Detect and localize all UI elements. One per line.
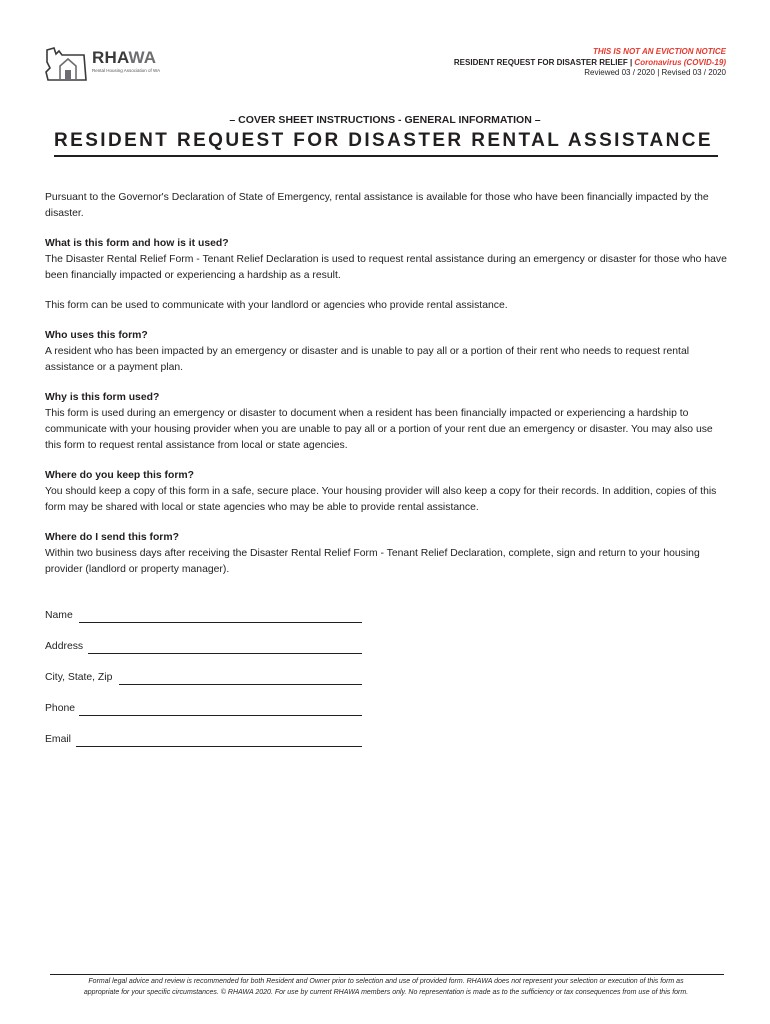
- phone-field: [45, 703, 375, 734]
- section-who: [45, 328, 729, 376]
- intro-paragraph: Pursuant to the Governor's Declaration of State of Emergency, rental assistance is available for those who have been financially impacted by the disaster.: [45, 192, 709, 219]
- section-answer: The Disaster Rental Relief Form - Tenant Relief Declaration is used to request rental assistance during an emergency or disaster for those who have been financially impacted or experiencing a hardship as a result.: [45, 254, 727, 281]
- section-answer: A resident who has been impacted by an emergency or disaster and is unable to pay all or a portion of their rent who needs to request rental assistance or a payment plan.: [45, 346, 690, 373]
- section-question: Why is this form used?: [45, 392, 160, 403]
- section-answer: Within two business days after receiving the Disaster Rental Relief Form - Tenant Relief Declaration, complete, sign and return to your housing provider (landlord or property manager).: [45, 548, 700, 575]
- title-underline: [54, 155, 718, 157]
- field-label: Name: [45, 610, 73, 621]
- city-state-zip-input-line[interactable]: [119, 684, 362, 685]
- eviction-notice-disclaimer: THIS IS NOT AN EVICTION NOTICE: [592, 47, 726, 56]
- revision-separator: |: [657, 68, 660, 77]
- legal-disclaimer: [44, 977, 728, 998]
- email-field: [45, 734, 375, 765]
- disclaimer-line-2: appropriate for your specific circumstances. © RHAWA 2020. For use by current RHAWA members only. No representation is made as to the sufficiency or tax consequences from use of this form.: [83, 988, 689, 996]
- footer-divider: [50, 974, 724, 975]
- section-answer: You should keep a copy of this form in a safe, secure place. Your housing provider will also keep a copy for their records. In addition, copies of this form may be shared with local or state agencies who may be able to provide rental assistance.: [45, 486, 717, 513]
- reviewed-date: Reviewed 03 / 2020: [584, 68, 655, 77]
- logo-brand-accent: WA: [128, 48, 157, 67]
- rhawa-logo: [44, 46, 184, 82]
- section-question: Who uses this form?: [45, 330, 148, 341]
- section-keep: [45, 468, 729, 516]
- revision-line: [454, 68, 726, 79]
- disclaimer-line-1: Formal legal advice and review is recommended for both Resident and Owner prior to selection and use of provided form. RHAWA does not represent your selection or execution of this form as: [88, 978, 684, 985]
- name-input-line[interactable]: [79, 622, 362, 623]
- field-label: Email: [45, 734, 71, 745]
- address-field: [45, 641, 375, 672]
- document-header: [454, 47, 726, 79]
- section-question: Where do I send this form?: [45, 532, 179, 543]
- name-field: [45, 610, 375, 641]
- section-communicate: [45, 298, 729, 314]
- section-what: [45, 236, 729, 284]
- field-label: City, State, Zip: [45, 672, 113, 683]
- cover-heading: – COVER SHEET INSTRUCTIONS - GENERAL INFORMATION –: [229, 114, 541, 126]
- washington-state-icon: [44, 46, 90, 82]
- address-input-line[interactable]: [88, 653, 362, 654]
- section-answer: This form can be used to communicate with your landlord or agencies who provide rental assistance.: [45, 300, 508, 311]
- header-form-title-line: [454, 58, 726, 69]
- logo-brand-main: RHA: [92, 48, 129, 67]
- revised-date: Revised 03 / 2020: [661, 68, 726, 77]
- section-send: [45, 530, 729, 578]
- covid-label: Coronavirus (COVID-19): [634, 57, 726, 67]
- header-separator: |: [629, 57, 633, 67]
- field-label: Address: [45, 641, 84, 652]
- instructions-body: [45, 190, 729, 592]
- contact-fields: [45, 610, 375, 765]
- section-question: Where do you keep this form?: [45, 470, 194, 481]
- page-title: RESIDENT REQUEST FOR DISASTER RENTAL ASSISTANCE: [54, 130, 713, 151]
- email-input-line[interactable]: [76, 746, 362, 747]
- header-form-title: RESIDENT REQUEST FOR DISASTER RELIEF: [453, 57, 628, 67]
- city-state-zip-field: [45, 672, 375, 703]
- logo-wordmark: [92, 48, 156, 68]
- phone-input-line[interactable]: [79, 715, 362, 716]
- section-question: What is this form and how is it used?: [45, 238, 229, 249]
- section-answer: This form is used during an emergency or disaster to document when a resident has been financially impacted or experiencing a hardship to communicate with your housing provider when you are unable to pay all or a portion of your rent due an emergency or disaster. You may also use this form to request rental assistance from local or state agencies.: [45, 408, 713, 451]
- field-label: Phone: [45, 703, 76, 714]
- logo-tagline: Rental Housing Association of WA: [92, 68, 161, 73]
- section-why: [45, 390, 729, 454]
